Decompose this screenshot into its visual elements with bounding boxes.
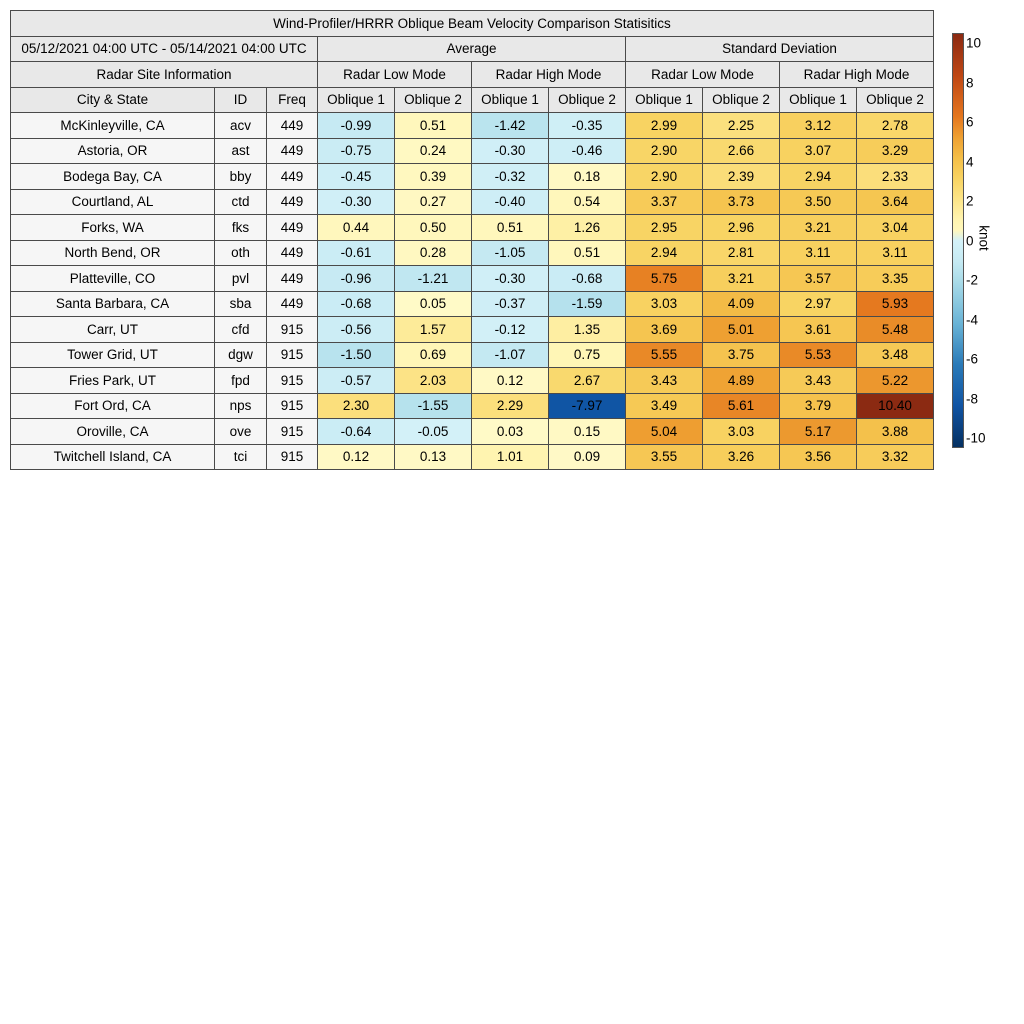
value-cell: 3.43 xyxy=(626,368,703,394)
value-cell: 3.61 xyxy=(780,317,857,343)
city-cell: Forks, WA xyxy=(11,215,215,241)
value-cell: 3.07 xyxy=(780,138,857,164)
value-cell: 3.75 xyxy=(703,342,780,368)
id-cell: nps xyxy=(215,393,267,419)
table-row xyxy=(11,113,934,139)
id-cell: bby xyxy=(215,164,267,190)
table-row xyxy=(11,393,934,419)
value-cell: 5.93 xyxy=(857,291,934,317)
table-title: Wind-Profiler/HRRR Oblique Beam Velocity Comparison Statisitics xyxy=(11,11,934,37)
value-cell: 5.17 xyxy=(780,419,857,445)
value-cell: 3.56 xyxy=(780,444,857,470)
value-cell: 0.51 xyxy=(549,240,626,266)
table-row xyxy=(11,291,934,317)
freq-cell: 915 xyxy=(267,444,318,470)
value-cell: 0.24 xyxy=(395,138,472,164)
value-cell: -1.21 xyxy=(395,266,472,292)
freq-cell: 449 xyxy=(267,266,318,292)
freq-cell: 449 xyxy=(267,164,318,190)
value-cell: 3.73 xyxy=(703,189,780,215)
value-cell: 3.79 xyxy=(780,393,857,419)
oblique2-column-header: Oblique 2 xyxy=(703,87,780,113)
value-cell: -0.30 xyxy=(318,189,395,215)
value-cell: 0.05 xyxy=(395,291,472,317)
value-cell: 0.54 xyxy=(549,189,626,215)
value-cell: 5.04 xyxy=(626,419,703,445)
freq-cell: 915 xyxy=(267,393,318,419)
id-cell: ctd xyxy=(215,189,267,215)
oblique1-column-header: Oblique 1 xyxy=(780,87,857,113)
value-cell: 1.35 xyxy=(549,317,626,343)
value-cell: 0.12 xyxy=(318,444,395,470)
value-cell: 3.69 xyxy=(626,317,703,343)
std-dev-header: Standard Deviation xyxy=(626,36,934,62)
value-cell: -0.75 xyxy=(318,138,395,164)
value-cell: 2.95 xyxy=(626,215,703,241)
std-high-mode-header: Radar High Mode xyxy=(780,62,934,88)
id-cell: pvl xyxy=(215,266,267,292)
table-body xyxy=(11,113,934,470)
avg-high-mode-header: Radar High Mode xyxy=(472,62,626,88)
colorbar-tick-label: 6 xyxy=(966,114,974,130)
value-cell: 0.15 xyxy=(549,419,626,445)
value-cell: 0.27 xyxy=(395,189,472,215)
value-cell: 2.96 xyxy=(703,215,780,241)
value-cell: 0.69 xyxy=(395,342,472,368)
value-cell: 2.94 xyxy=(780,164,857,190)
value-cell: 0.13 xyxy=(395,444,472,470)
value-cell: 3.43 xyxy=(780,368,857,394)
colorbar-gradient xyxy=(952,33,964,448)
value-cell: 10.40 xyxy=(857,393,934,419)
colorbar-tick-label: -6 xyxy=(966,351,979,367)
table-row xyxy=(11,444,934,470)
colorbar-tick-label: -8 xyxy=(966,391,979,406)
value-cell: 3.26 xyxy=(703,444,780,470)
id-cell: tci xyxy=(215,444,267,470)
id-cell: oth xyxy=(215,240,267,266)
value-cell: 5.48 xyxy=(857,317,934,343)
freq-cell: 449 xyxy=(267,189,318,215)
value-cell: -0.30 xyxy=(472,266,549,292)
value-cell: 3.88 xyxy=(857,419,934,445)
value-cell: -1.05 xyxy=(472,240,549,266)
value-cell: -0.35 xyxy=(549,113,626,139)
value-cell: 2.81 xyxy=(703,240,780,266)
value-cell: 1.57 xyxy=(395,317,472,343)
value-cell: 0.50 xyxy=(395,215,472,241)
table-row xyxy=(11,368,934,394)
value-cell: 3.55 xyxy=(626,444,703,470)
id-cell: ove xyxy=(215,419,267,445)
value-cell: 0.03 xyxy=(472,419,549,445)
value-cell: -1.07 xyxy=(472,342,549,368)
value-cell: 0.12 xyxy=(472,368,549,394)
value-cell: 0.75 xyxy=(549,342,626,368)
city-cell: Bodega Bay, CA xyxy=(11,164,215,190)
value-cell: 0.44 xyxy=(318,215,395,241)
value-cell: 2.66 xyxy=(703,138,780,164)
value-cell: 4.89 xyxy=(703,368,780,394)
value-cell: 0.39 xyxy=(395,164,472,190)
city-cell: Tower Grid, UT xyxy=(11,342,215,368)
value-cell: -0.37 xyxy=(472,291,549,317)
value-cell: -0.64 xyxy=(318,419,395,445)
value-cell: 3.21 xyxy=(780,215,857,241)
value-cell: -0.56 xyxy=(318,317,395,343)
value-cell: 2.78 xyxy=(857,113,934,139)
oblique1-column-header: Oblique 1 xyxy=(472,87,549,113)
table-row xyxy=(11,317,934,343)
stats-table-container xyxy=(10,10,934,470)
value-cell: 0.28 xyxy=(395,240,472,266)
value-cell: -1.59 xyxy=(549,291,626,317)
value-cell: 2.39 xyxy=(703,164,780,190)
value-cell: 3.11 xyxy=(857,240,934,266)
value-cell: -0.30 xyxy=(472,138,549,164)
value-cell: -0.46 xyxy=(549,138,626,164)
value-cell: 3.21 xyxy=(703,266,780,292)
value-cell: 2.97 xyxy=(780,291,857,317)
value-cell: 4.09 xyxy=(703,291,780,317)
id-cell: fks xyxy=(215,215,267,241)
freq-cell: 915 xyxy=(267,368,318,394)
freq-cell: 915 xyxy=(267,317,318,343)
value-cell: 2.30 xyxy=(318,393,395,419)
table-row xyxy=(11,138,934,164)
colorbar-tick-label: -4 xyxy=(966,312,979,327)
oblique2-column-header: Oblique 2 xyxy=(395,87,472,113)
site-info-header: Radar Site Information xyxy=(11,62,318,88)
value-cell: 2.29 xyxy=(472,393,549,419)
table-row xyxy=(11,419,934,445)
value-cell: 1.01 xyxy=(472,444,549,470)
value-cell: 5.22 xyxy=(857,368,934,394)
value-cell: 5.55 xyxy=(626,342,703,368)
value-cell: -0.32 xyxy=(472,164,549,190)
value-cell: 2.33 xyxy=(857,164,934,190)
colorbar-tick-label: 0 xyxy=(966,233,974,248)
table-row xyxy=(11,215,934,241)
value-cell: -1.55 xyxy=(395,393,472,419)
value-cell: 5.61 xyxy=(703,393,780,419)
value-cell: 2.99 xyxy=(626,113,703,139)
oblique2-column-header: Oblique 2 xyxy=(857,87,934,113)
value-cell: 5.01 xyxy=(703,317,780,343)
city-cell: Santa Barbara, CA xyxy=(11,291,215,317)
city-cell: Platteville, CO xyxy=(11,266,215,292)
date-range: 05/12/2021 04:00 UTC - 05/14/2021 04:00 UTC xyxy=(11,36,318,62)
stats-table xyxy=(10,10,934,470)
value-cell: 3.35 xyxy=(857,266,934,292)
value-cell: 3.48 xyxy=(857,342,934,368)
oblique1-column-header: Oblique 1 xyxy=(318,87,395,113)
value-cell: -0.68 xyxy=(549,266,626,292)
value-cell: 2.25 xyxy=(703,113,780,139)
table-row xyxy=(11,342,934,368)
value-cell: 3.37 xyxy=(626,189,703,215)
value-cell: 0.51 xyxy=(395,113,472,139)
avg-low-mode-header: Radar Low Mode xyxy=(318,62,472,88)
value-cell: 0.09 xyxy=(549,444,626,470)
value-cell: -0.96 xyxy=(318,266,395,292)
freq-cell: 449 xyxy=(267,291,318,317)
id-cell: dgw xyxy=(215,342,267,368)
value-cell: 3.12 xyxy=(780,113,857,139)
value-cell: 3.64 xyxy=(857,189,934,215)
std-low-mode-header: Radar Low Mode xyxy=(626,62,780,88)
id-cell: cfd xyxy=(215,317,267,343)
value-cell: 2.90 xyxy=(626,164,703,190)
freq-cell: 449 xyxy=(267,113,318,139)
table-row xyxy=(11,189,934,215)
value-cell: 1.26 xyxy=(549,215,626,241)
freq-column-header: Freq xyxy=(267,87,318,113)
table-row xyxy=(11,266,934,292)
value-cell: 3.29 xyxy=(857,138,934,164)
value-cell: 3.50 xyxy=(780,189,857,215)
city-column-header: City & State xyxy=(11,87,215,113)
value-cell: 5.53 xyxy=(780,342,857,368)
city-cell: Oroville, CA xyxy=(11,419,215,445)
value-cell: 5.75 xyxy=(626,266,703,292)
value-cell: -1.50 xyxy=(318,342,395,368)
id-cell: ast xyxy=(215,138,267,164)
value-cell: 0.18 xyxy=(549,164,626,190)
colorbar-tick-label: 4 xyxy=(966,154,974,169)
colorbar-tick-label: 8 xyxy=(966,75,974,90)
oblique2-column-header: Oblique 2 xyxy=(549,87,626,113)
value-cell: 3.03 xyxy=(626,291,703,317)
value-cell: -0.05 xyxy=(395,419,472,445)
value-cell: -0.61 xyxy=(318,240,395,266)
value-cell: -7.97 xyxy=(549,393,626,419)
city-cell: Fries Park, UT xyxy=(11,368,215,394)
colorbar-unit-label: knot xyxy=(976,225,992,251)
freq-cell: 915 xyxy=(267,342,318,368)
id-cell: sba xyxy=(215,291,267,317)
oblique1-column-header: Oblique 1 xyxy=(626,87,703,113)
colorbar-tick-label: 2 xyxy=(966,193,974,209)
id-cell: fpd xyxy=(215,368,267,394)
colorbar-tick-label: -10 xyxy=(966,430,986,446)
city-cell: Twitchell Island, CA xyxy=(11,444,215,470)
value-cell: -0.68 xyxy=(318,291,395,317)
id-column-header: ID xyxy=(215,87,267,113)
value-cell: -0.12 xyxy=(472,317,549,343)
city-cell: Astoria, OR xyxy=(11,138,215,164)
value-cell: -0.99 xyxy=(318,113,395,139)
colorbar-tick-label: 10 xyxy=(966,35,982,51)
value-cell: -1.42 xyxy=(472,113,549,139)
value-cell: 2.94 xyxy=(626,240,703,266)
value-cell: 3.04 xyxy=(857,215,934,241)
value-cell: 3.57 xyxy=(780,266,857,292)
value-cell: 2.03 xyxy=(395,368,472,394)
freq-cell: 449 xyxy=(267,240,318,266)
colorbar xyxy=(952,33,1022,448)
freq-cell: 449 xyxy=(267,138,318,164)
city-cell: Carr, UT xyxy=(11,317,215,343)
value-cell: 3.32 xyxy=(857,444,934,470)
value-cell: 0.51 xyxy=(472,215,549,241)
freq-cell: 449 xyxy=(267,215,318,241)
freq-cell: 915 xyxy=(267,419,318,445)
value-cell: 3.49 xyxy=(626,393,703,419)
city-cell: McKinleyville, CA xyxy=(11,113,215,139)
value-cell: 3.03 xyxy=(703,419,780,445)
table-row xyxy=(11,164,934,190)
city-cell: Fort Ord, CA xyxy=(11,393,215,419)
value-cell: 3.11 xyxy=(780,240,857,266)
city-cell: North Bend, OR xyxy=(11,240,215,266)
table-row xyxy=(11,240,934,266)
average-header: Average xyxy=(318,36,626,62)
value-cell: 2.90 xyxy=(626,138,703,164)
city-cell: Courtland, AL xyxy=(11,189,215,215)
value-cell: 2.67 xyxy=(549,368,626,394)
value-cell: -0.57 xyxy=(318,368,395,394)
value-cell: -0.40 xyxy=(472,189,549,215)
value-cell: -0.45 xyxy=(318,164,395,190)
colorbar-tick-label: -2 xyxy=(966,272,979,288)
id-cell: acv xyxy=(215,113,267,139)
